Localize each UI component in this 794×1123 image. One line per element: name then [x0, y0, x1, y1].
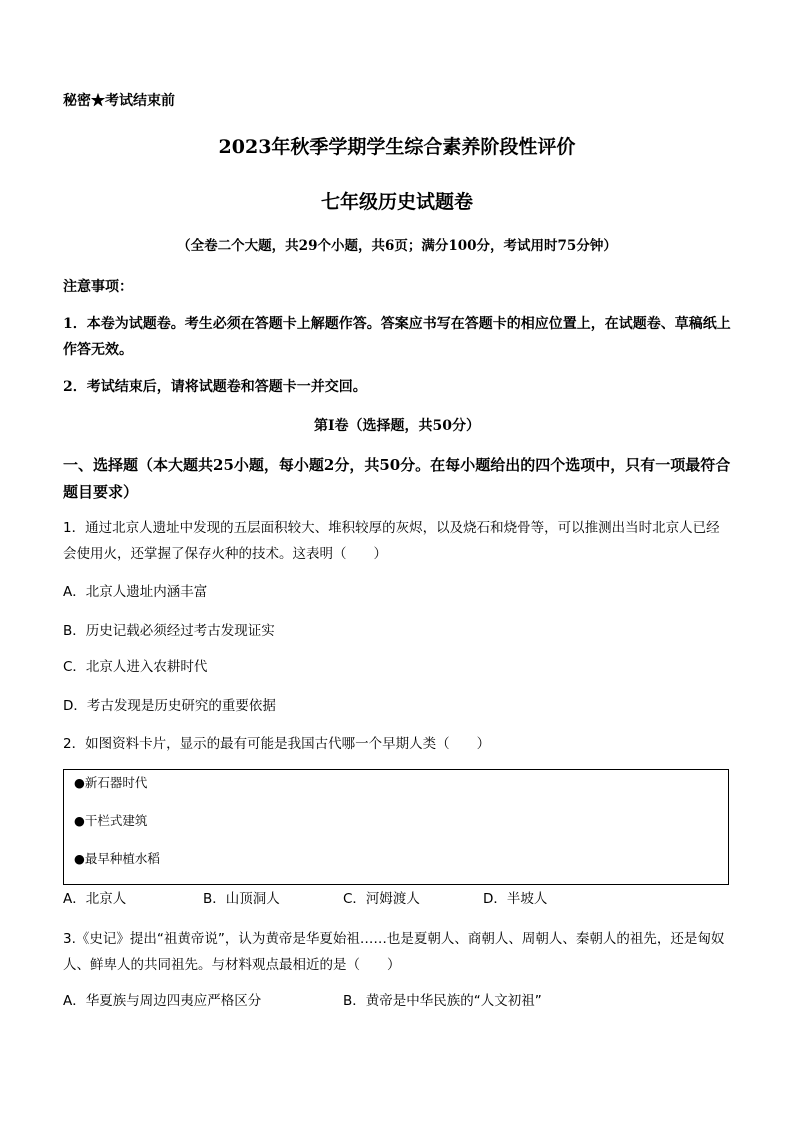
card-item: ●干栏式建筑 — [74, 813, 148, 828]
notice-item-2: 2．考试结束后，请将试题卷和答题卡一并交回。 — [63, 379, 367, 395]
info-card — [63, 769, 729, 885]
question-3-option-b: B．黄帝是中华民族的“人文初祖” — [343, 993, 542, 1009]
question-1-option-b: B．历史记载必须经过考古发现证实 — [63, 623, 275, 639]
question-2-option-c: C．河姆渡人 — [343, 891, 420, 907]
question-1-stem: 1．通过北京人遗址中发现的五层面积较大、堆积较厚的灰烬，以及烧石和烧骨等，可以推测出当时北京人已经会使用火，还掌握了保存火种的技术。这表明（ ） — [63, 520, 720, 562]
exam-title: 2023年秋季学期学生综合素养阶段性评价 — [218, 136, 576, 158]
card-item: ●新石器时代 — [74, 775, 148, 790]
exam-info: （全卷二个大题，共29个小题，共6页；满分100分，考试用时75分钟） — [177, 238, 617, 254]
section-heading: 一、选择题（本大题共25小题，每小题2分，共50分。在每小题给出的四个选项中，只有一项最符合题目要求） — [63, 456, 731, 501]
question-1-option-d: D．考古发现是历史研究的重要依据 — [63, 698, 276, 714]
question-2-stem: 2．如图资料卡片，显示的最有可能是我国古代哪一个早期人类（ ） — [63, 736, 491, 752]
question-3-option-a: A．华夏族与周边四夷应严格区分 — [63, 993, 262, 1009]
question-3-stem: 3.《史记》提出“祖黄帝说”，认为黄帝是华夏始祖……也是夏朝人、商朝人、周朝人、秦朝人的祖先，还是匈奴人、鲜卑人的共同祖先。与材料观点最相近的是（ ） — [63, 931, 725, 973]
question-2-option-b: B．山顶洞人 — [203, 891, 280, 907]
question-2-option-a: A．北京人 — [63, 891, 127, 907]
question-2-option-d: D．半坡人 — [483, 891, 548, 907]
question-1-option-c: C．北京人进入农耕时代 — [63, 659, 208, 675]
notice-heading: 注意事项： — [63, 279, 133, 295]
question-1-option-a: A．北京人遗址内涵丰富 — [63, 584, 208, 600]
exam-subtitle: 七年级历史试题卷 — [320, 191, 473, 213]
part1-heading: 第Ⅰ卷（选择题，共50分） — [313, 418, 481, 434]
confidential-mark: 秘密★考试结束前 — [63, 93, 175, 109]
card-item: ●最早种植水稻 — [74, 851, 160, 866]
notice-item-1: 1．本卷为试题卷。考生必须在答题卡上解题作答。答案应书写在答题卡的相应位置上，在试题卷、草稿纸上作答无效。 — [63, 316, 731, 358]
